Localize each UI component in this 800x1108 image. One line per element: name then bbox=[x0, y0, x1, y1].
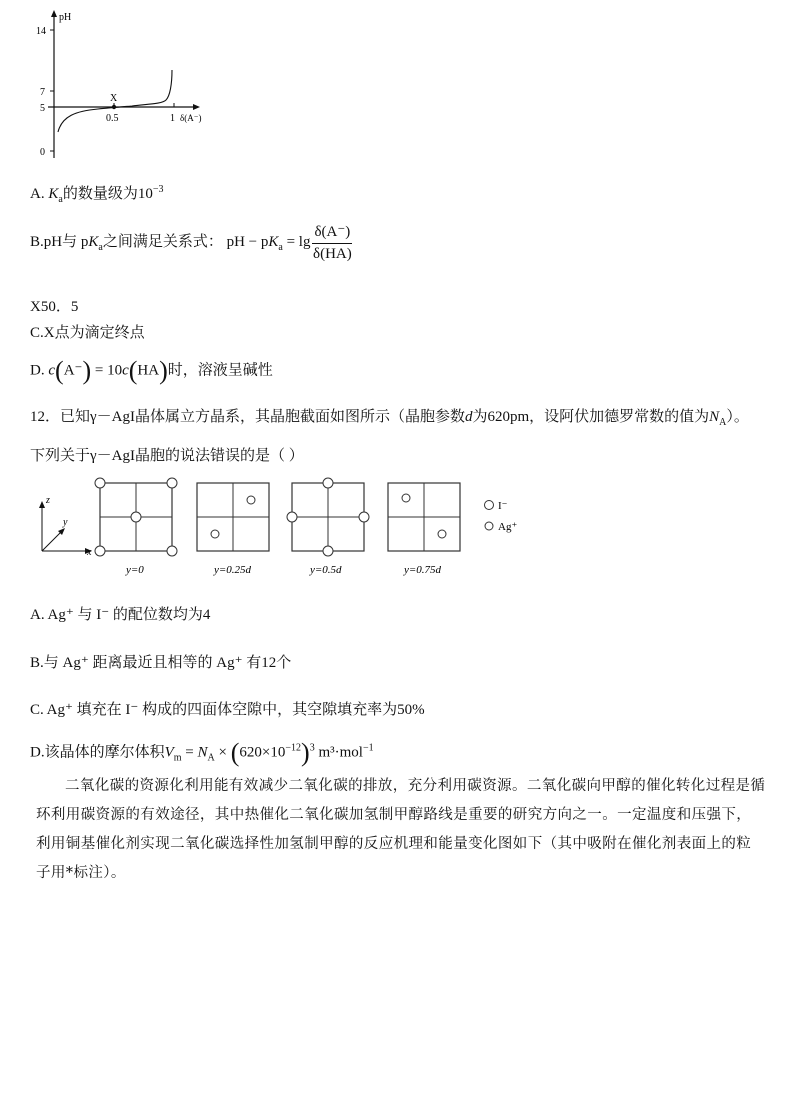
iodide-ion bbox=[95, 546, 105, 556]
caption-y075: y=0.75d bbox=[404, 564, 442, 576]
section-y025 bbox=[197, 483, 269, 551]
y-tick-0: 0 bbox=[40, 147, 45, 158]
option-q12-c: C. Ag⁺ 填充在 I⁻ 构成的四面体空隙中，其空隙填充率为50% bbox=[30, 702, 425, 718]
iodide-ion bbox=[95, 478, 105, 488]
q12-stem-line1: 12．已知γ－AgI晶体属立方晶系，其晶胞截面如图所示（晶胞参数d为620pm，设阿伏加德罗常数的值为$N_A$）。 bbox=[30, 409, 749, 428]
iodide-ion bbox=[287, 512, 297, 522]
option-q12-b: B.与 Ag⁺ 距离最近且相等的 Ag⁺ 有12个 bbox=[30, 655, 292, 671]
x-axis-arrow bbox=[193, 104, 200, 110]
crystal-sections-figure bbox=[30, 475, 540, 585]
iodide-ion bbox=[359, 512, 369, 522]
caption-y025: y=0.25d bbox=[214, 564, 252, 576]
y-tick-14: 14 bbox=[36, 26, 46, 37]
ph-curve-graph bbox=[28, 8, 218, 163]
axis-x-label: x bbox=[87, 547, 92, 558]
iodide-ion bbox=[167, 478, 177, 488]
axis-z-label: z bbox=[46, 495, 50, 506]
iodide-ion bbox=[167, 546, 177, 556]
y-tick-5: 5 bbox=[40, 103, 45, 114]
point-x bbox=[112, 105, 116, 109]
q12-stem-line2: 下列关于γ－AgI晶胞的说法错误的是（ ） bbox=[30, 448, 304, 464]
point-x-label: X bbox=[110, 93, 118, 104]
iodide-ion bbox=[323, 478, 333, 488]
axis-y-label: y bbox=[63, 517, 68, 528]
legend-silver-label: Ag⁺ bbox=[498, 521, 518, 533]
option-q12-a: A. Ag⁺ 与 I⁻ 的配位数均为4 bbox=[30, 607, 211, 623]
stray-text: X50．5 bbox=[30, 299, 79, 315]
silver-ion bbox=[211, 530, 219, 538]
axes-icon bbox=[39, 495, 92, 558]
iodide-ion bbox=[131, 512, 141, 522]
option-q11-d: D. c(A⁻) = 10c(HA)时，溶液呈碱性 bbox=[30, 356, 273, 385]
passage-co2: 二氧化碳的资源化利用能有效减少二氧化碳的排放，充分利用碳资源。二氧化碳向甲醇的催化转化过程是循环利用碳资源的有效途径，其中热催化二氧化碳加氢制甲醇路线是重要的研究方向之一。一定温度和压强下，利用铜基催化剂实现二氧化碳选择性加氢制甲醇的反应机理和能量变化图如下（其中吸附在催化剂表面上的粒子用*标注）。 bbox=[36, 778, 766, 881]
y-axis-arrow bbox=[51, 10, 57, 17]
option-q11-a: A. $K_a$的数量级为$10^{-3}$ bbox=[30, 184, 164, 205]
log-fraction: $\frac{\delta(A^-)}{\delta(HA)}$ bbox=[313, 224, 352, 262]
section-y05 bbox=[287, 478, 369, 556]
iodide-ion bbox=[323, 546, 333, 556]
caption-y05: y=0.5d bbox=[310, 564, 342, 576]
x-axis-label: δ(A⁻) bbox=[180, 113, 202, 123]
y-axis-label: pH bbox=[59, 12, 72, 23]
silver-ion bbox=[402, 494, 410, 502]
caption-y0: y=0 bbox=[126, 564, 144, 576]
x-tick-1: 1 bbox=[170, 113, 175, 124]
option-q11-b: B.pH与 $pK_a$之间满足关系式： pH − $pK_a = \lg$ $\frac{\delta(A^-)}{\delta(HA)}$ bbox=[30, 224, 352, 262]
legend bbox=[485, 500, 518, 533]
section-y0 bbox=[95, 478, 177, 556]
legend-iodide-label: I⁻ bbox=[498, 500, 508, 512]
silver-ion bbox=[247, 496, 255, 504]
x-tick-0.5: 0.5 bbox=[106, 113, 119, 124]
silver-ion bbox=[438, 530, 446, 538]
option-q12-d: D.该晶体的摩尔体积$V_m = N_A \times (620\times 10^{-12})^3$ m³·mol$^{-1}$ bbox=[30, 738, 374, 767]
legend-iodide-marker bbox=[485, 501, 494, 510]
y-tick-7: 7 bbox=[40, 87, 45, 98]
section-y075 bbox=[388, 483, 460, 551]
legend-silver-marker bbox=[485, 522, 493, 530]
option-q11-c: C.X点为滴定终点 bbox=[30, 325, 145, 341]
